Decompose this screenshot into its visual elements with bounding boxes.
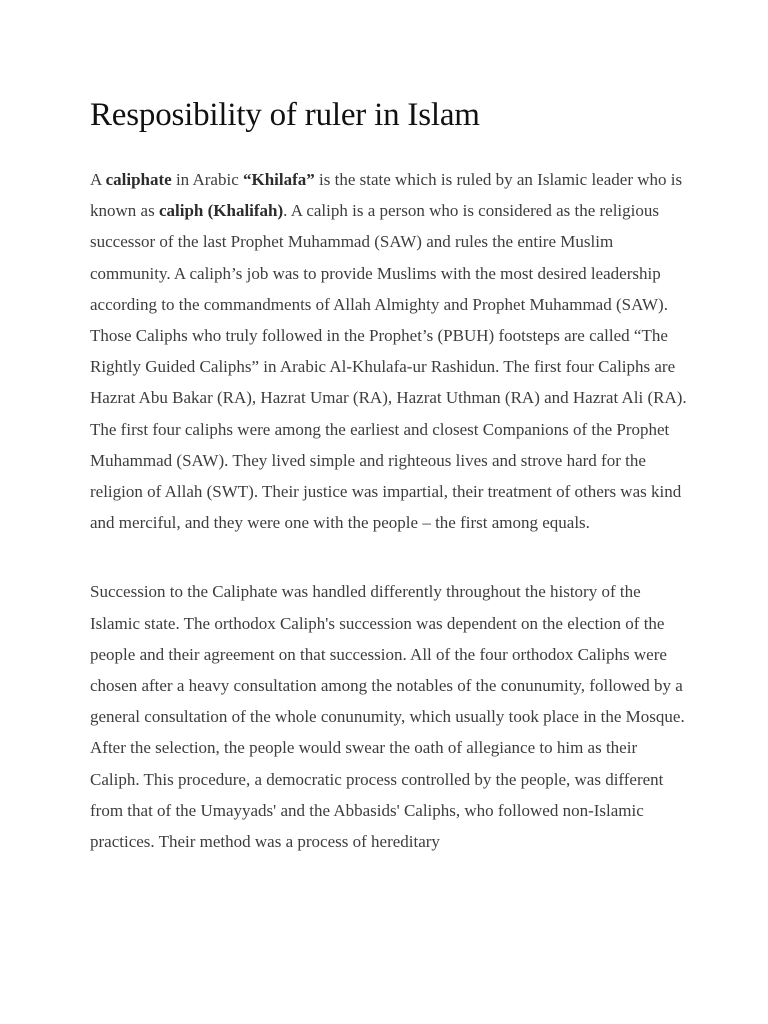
bold-term-caliphate: caliphate: [105, 170, 172, 189]
paragraph-caliphate-definition: [90, 164, 690, 538]
text-run: . A caliph is a person who is considered as the religious successor of the last Prophet Muhammad (SAW) and rules the entire Muslim community. A caliph’s job was to provide Muslims with the most desired leadership according to the commandments of Allah Almighty and Prophet Muhammad (SAW). Those Caliphs who truly followed in the Prophet’s (PBUH) footsteps are called “The Rightly Guided Caliphs” in Arabic Al-Khulafa-ur Rashidun. The first four Caliphs are Hazrat Abu Bakar (RA), Hazrat Umar (RA), Hazrat Uthman (RA) and Hazrat Ali (RA). The first four caliphs were among the earliest and closest Companions of the Prophet Muhammad (SAW). They lived simple and righteous lives and strove hard for the religion of Allah (SWT). Their justice was impartial, their treatment of others was kind and merciful, and they were one with the people – the first among equals.: [90, 201, 687, 533]
bold-term-khilafa: “Khilafa”: [243, 170, 315, 189]
text-run: in Arabic: [171, 170, 243, 189]
document-page: [90, 92, 690, 857]
text-run: A: [90, 170, 106, 189]
text-run: is the state which is ruled by an Islamic leader who is known as: [90, 170, 683, 221]
bold-term-caliph: caliph (Khalifah): [158, 201, 284, 221]
page-title: Resposibility of ruler in Islam: [90, 97, 480, 133]
paragraph-succession: Succession to the Caliphate was handled differently throughout the history of the Islamic state. The orthodox Caliph's succession was dependent on the election of the people and their agreement on that succession. All of the four orthodox Caliphs were chosen after a heavy consultation among the notables of the conunumity, followed by a general consultation of the whole conunumity, which usually took place in the Mosque. After the selection, the people would swear the oath of allegiance to him as their Caliph. This procedure, a democratic process controlled by the people, was different from that of the Umayyads' and the Abbasids' Caliphs, who followed non-Islamic practices. Their method was a process of hereditary: [90, 582, 685, 852]
